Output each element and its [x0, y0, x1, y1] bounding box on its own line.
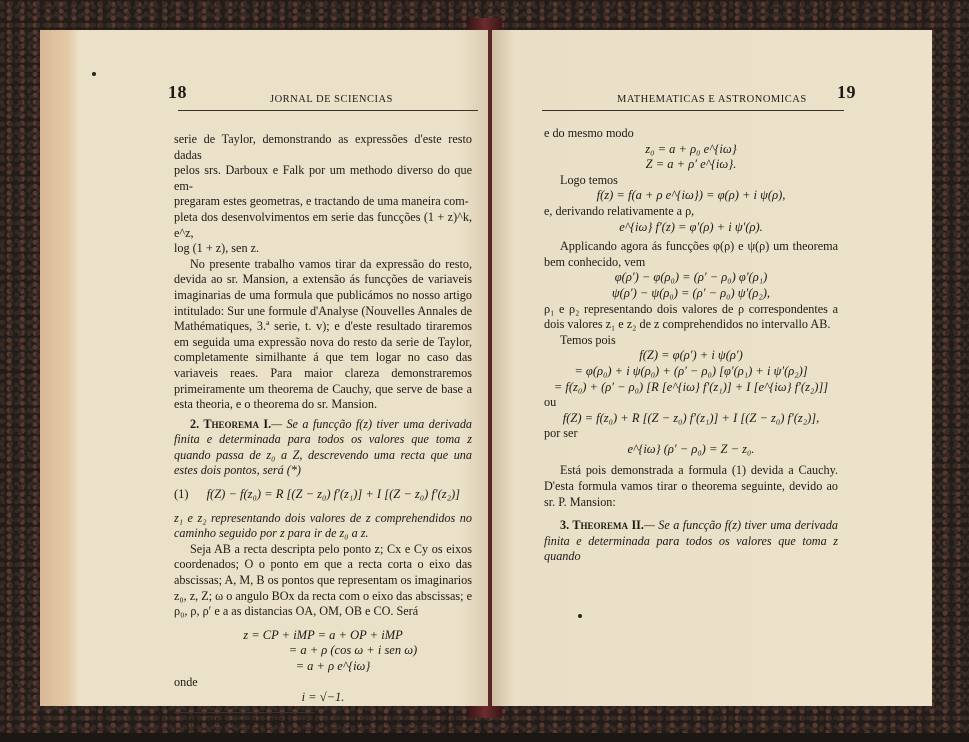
theorem-2-text: — Se a funcção f(z) tiver uma derivada finita e determinada para todos os valores que toma z quando — [544, 518, 839, 564]
equation-1-label: (1) — [174, 487, 189, 502]
text-line: por ser — [544, 426, 578, 441]
paragraph: No presente trabalho vamos tirar da expressão do resto, devida ao sr. Mansion, a extensão ás funcções de variaveis imaginarias de uma formula que publicámos no nosso artigo intitulado: Sur une formule d'Analyse (Nouvelles Annales de Mathématiques, 3.ª serie, t. v); e d'este resultado tiraremos em seguida uma expressão nova do resto da serie de Taylor, completamente similhante á que tem logar no caso das variaveis reaes. Para maior clareza demonstraremos primeiramente um theorema de Cauchy, que serve de base a esta theoria, e o theorema do sr. Mansion. — [174, 256, 472, 412]
equation: f(z) = f(a + ρ e^{iω}) = φ(ρ) + i ψ(ρ), — [596, 188, 786, 203]
equation: = a + ρ e^{iω} — [295, 659, 371, 673]
equation: = f(z₀) + (ρ′ − ρ₀) [R [e^{iω} f′(z₁)] + I [e^{iω} f′(z₂)]] — [553, 379, 829, 394]
equation: e^{iω} f′(z) = φ′(ρ) + i ψ′(ρ). — [619, 219, 763, 234]
text-line: serie de Taylor, demonstrando as expressões d'este resto dadas — [174, 132, 472, 162]
page-mark — [578, 614, 582, 618]
theorem-2 — [544, 518, 838, 565]
left-page-number: 18 — [168, 82, 187, 102]
text-line: pregaram estes geometras, e tractando de uma maneira com- — [174, 194, 469, 209]
equation-1-body: f(Z) − f(z₀) = R [(Z − z₀) f′(z₁)] + I [(Z − z₀) f′(z₂)] — [206, 487, 460, 502]
equation: z = CP + iMP = a + OP + iMP — [243, 627, 403, 642]
equation: = a + ρ (cos ω + i sen ω) — [288, 643, 418, 658]
paragraph: z₁ e z₂ representando dois valores de z comprehendidos no caminho seguido por z para ir de z₀ a z. — [174, 510, 472, 541]
equation: i = √−1. — [301, 690, 345, 705]
text-line: log (1 + z), sen z. — [174, 241, 260, 256]
equation: f(Z) = φ(ρ′) + i ψ(ρ′) — [639, 348, 743, 363]
paragraph: Está pois demonstrada a formula (1) devida a Cauchy. D'esta formula vamos tirar o theorema seguinte, devido ao sr. P. Mansion: — [544, 463, 838, 509]
equation: = φ(ρ₀) + i ψ(ρ₀) + (ρ′ − ρ₀) [φ′(ρ₁) + i ψ′(ρ₂)] — [574, 363, 808, 378]
footnote-rule — [174, 712, 314, 713]
right-page-header — [542, 82, 856, 111]
theorem-1-label: 2. Theorema I. — [190, 416, 272, 431]
right-body-text — [544, 126, 838, 565]
right-running-head: MATHEMATICAS E ASTRONOMICAS — [617, 94, 807, 105]
left-page — [40, 30, 488, 741]
text-line: e, derivando relativamente a ρ, — [544, 203, 695, 218]
page-mark — [92, 72, 96, 76]
left-page-header — [168, 82, 478, 111]
text-line: pleta dos desenvolvimentos em serie das funcções (1 + z)^k, e^z, — [174, 209, 472, 240]
theorem-1-text: — Se a funcção f(z) tiver uma derivada finita e determinada para todos os valores que toma z quando passa de z₀ a Z, descrevendo uma recta que una estes dois pontos, será (*) — [174, 416, 473, 478]
paragraph: ρ₁ e ρ₂ representando dois valores de ρ correspondentes a dois valores z₁ e z₂ de z comprehendidos no intervallo AB. — [544, 301, 838, 332]
equation-1 — [174, 487, 472, 503]
text-line: pelos srs. Darboux e Falk por um methodo diverso do que em- — [174, 163, 472, 193]
text-line: Temos pois — [560, 332, 616, 347]
footnote: (*) Pelas notações R (A) e I (A) representa-se a parte real e a parte imaginaria de A. — [174, 716, 472, 741]
equation: z₀ = a + ρ₀ e^{iω} — [645, 141, 737, 156]
paragraph: Applicando agora ás funcções φ(ρ) e ψ(ρ) um theorema bem conhecido, vem — [544, 239, 838, 269]
text-line: onde — [174, 674, 198, 689]
theorem-2-label: 3. Theorema II. — [560, 518, 644, 533]
left-body-text — [174, 132, 472, 742]
equation: ψ(ρ′) − ψ(ρ₀) = (ρ′ − ρ₀) ψ′(ρ₂), — [611, 285, 771, 300]
theorem-1 — [174, 417, 472, 479]
text-line: e do mesmo modo — [544, 126, 634, 140]
right-page-number: 19 — [837, 82, 856, 102]
equation: e^{iω} (ρ′ − ρ₀) = Z − z₀. — [627, 441, 755, 456]
text-line: ou — [544, 395, 557, 410]
text-line: Logo temos — [560, 172, 618, 187]
equation: φ(ρ′) − φ(ρ₀) = (ρ′ − ρ₀) φ′(ρ₁) — [614, 270, 768, 285]
paragraph: Seja AB a recta descripta pelo ponto z; Cx e Cy os eixos coordenados; O o ponto em que a recta corta o eixo das abscissas; A, M, B os pontos que representam os imaginarios z₀, z, Z; ω o angulo BOx da recta com o eixo das abscissas; e ρ₀, ρ, ρ′ e a as distancias OA, OM, OB e CO. Será — [174, 541, 472, 619]
right-page — [492, 30, 932, 706]
left-running-head: JORNAL DE SCIENCIAS — [270, 94, 393, 105]
equation: Z = a + ρ′ e^{iω}. — [645, 157, 737, 172]
equation: f(Z) = f(z₀) + R [(Z − z₀) f′(z₁)] + I [(Z − z₀) f′(z₂)], — [562, 410, 820, 425]
